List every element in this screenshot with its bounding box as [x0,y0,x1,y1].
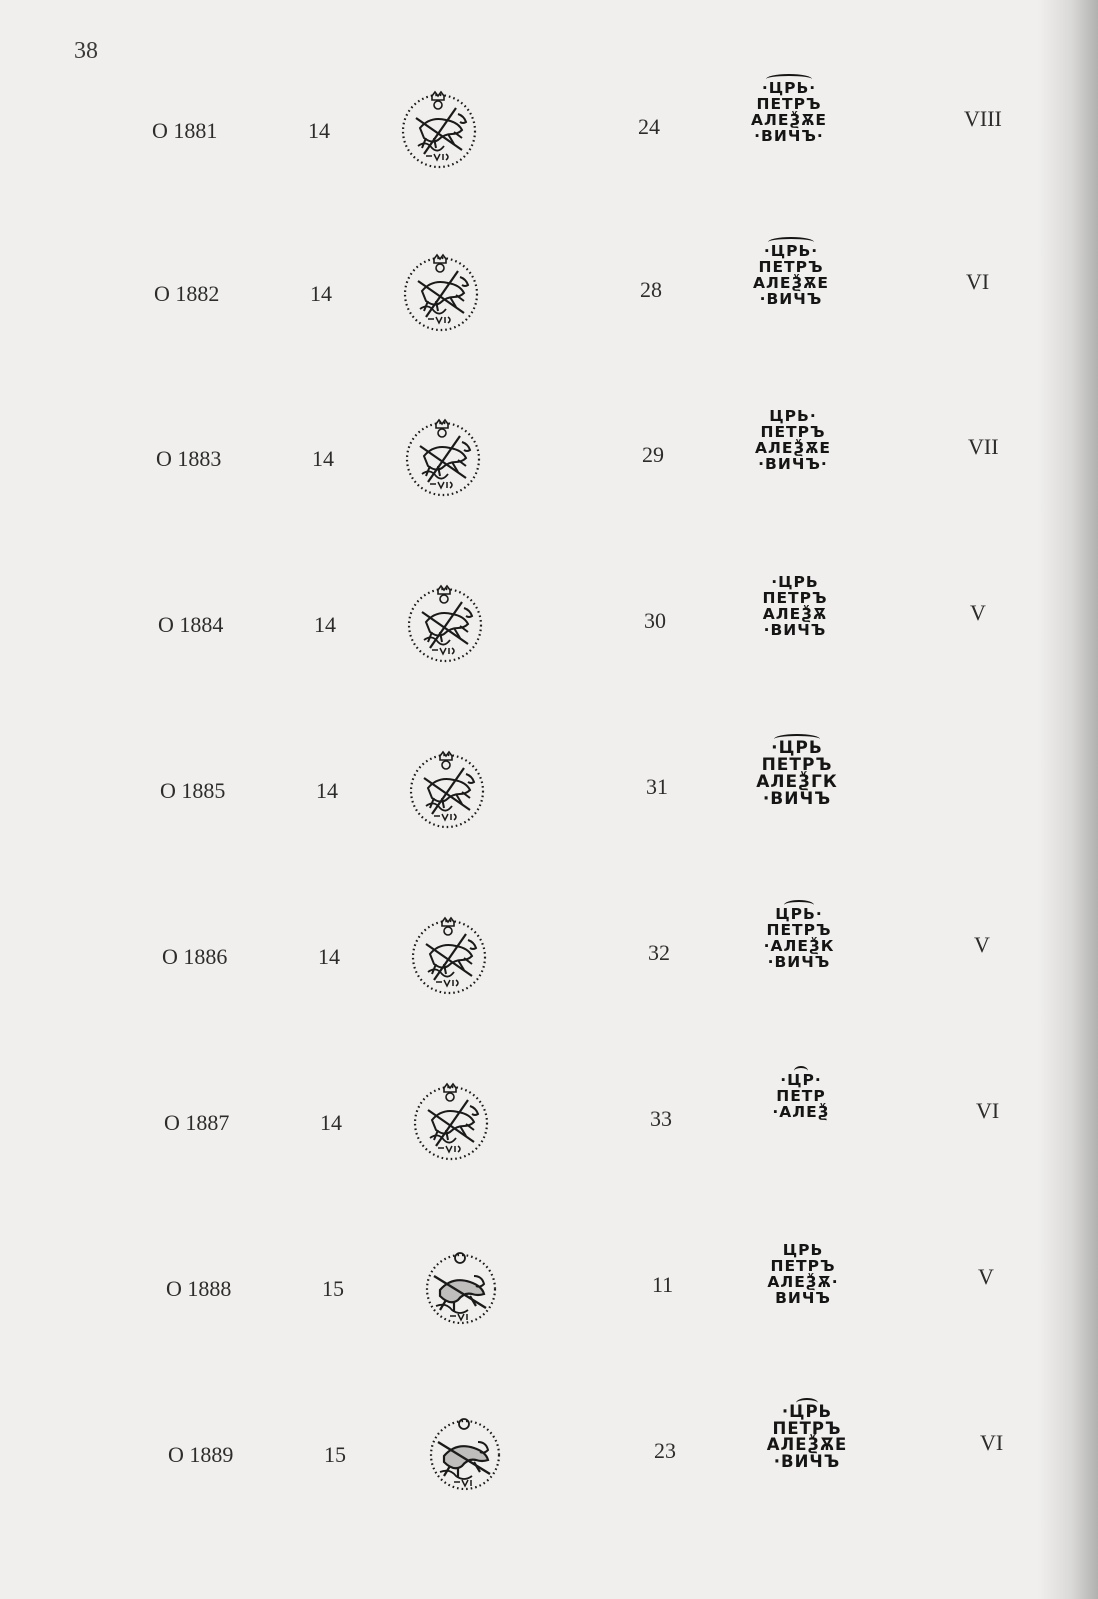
entry-id: O 1882 [154,281,220,306]
entry-weight: 14 [312,446,334,471]
entry-id: O 1889 [168,1442,234,1467]
inscription-line: ·ВИЧЪ [763,621,827,639]
inscription-line: ПЕТРЪ [766,921,832,939]
entry-id: O 1888 [166,1276,232,1301]
inscription-line: ПЕТРЪ [772,1418,842,1438]
entry-number: 33 [650,1106,672,1131]
inscription-line: ПЕТРЪ [760,423,826,441]
entry-weight: 14 [310,281,332,306]
catalogue-entry [0,79,1098,238]
inscription-line: АЛЕѮѪЕ [754,439,831,457]
entry-id: O 1887 [164,1110,230,1135]
entry-number: 28 [640,277,662,302]
inscription-line: ·ЦРЬ· [761,79,817,97]
inscription-line: АЛЕѮѪЕ [752,274,829,292]
entry-grade: VI [980,1430,1004,1455]
entry-grade: V [974,932,990,957]
entry-weight: 14 [314,612,336,637]
catalogue-entry [0,1402,1098,1562]
entry-weight: 15 [322,1276,344,1301]
inscription-line: АЛЕѮГК [756,772,838,792]
inscription-line: ·ВИЧЪ [767,953,831,971]
coin-obverse-image [400,251,482,333]
entry-id: O 1886 [162,944,228,969]
entry-grade: VII [968,434,999,459]
coin-obverse-image [404,582,486,664]
inscription-line: АЛЕѮѪ [762,605,828,623]
catalogue-entry [0,1071,1098,1230]
coin-obverse-image [408,914,490,996]
coin-obverse-image [402,416,484,498]
inscription-line: ПЕТР [776,1087,826,1105]
catalogue-entry [0,1241,1098,1396]
inscription-line: ПЕТРЪ [756,95,822,113]
coin-reverse-inscription [738,402,848,472]
inscription-line: ·ВИЧЪ· [758,455,828,473]
coin-obverse-image [410,1080,492,1162]
entry-id: O 1883 [156,446,222,471]
entry-grade: V [970,600,986,625]
coin-reverse-inscription [748,1232,858,1306]
coin-reverse-inscription [752,1398,862,1470]
inscription-line: ·ВИЧЪ [762,789,832,809]
inscription-line: ПЕТРЪ [758,258,824,276]
entry-id: O 1881 [152,118,218,143]
inscription-line: ·ВИЧЪ· [754,127,824,145]
inscription-line: ·ЦРЬ [771,738,823,758]
inscription-line: ·АЛЕѮК [763,937,835,955]
inscription-line: ·ЦРЬ [771,573,819,591]
entry-number: 30 [644,608,666,633]
entry-weight: 14 [318,944,340,969]
entry-weight: 14 [320,1110,342,1135]
inscription-line: ·ЦРЬ· [763,242,819,260]
inscription-line: ПЕТРЪ [770,1257,836,1275]
inscription-line: АЛЕѮѪЕ [750,111,827,129]
coin-reverse-inscription [736,237,846,307]
page-number: 38 [74,38,98,64]
inscription-line: ·ЦРЬ [781,1402,833,1421]
inscription-line: ·ВИЧЪ [773,1451,841,1471]
inscription-line: ЦРЬ [782,1241,824,1259]
coin-reverse-inscription [740,568,850,638]
entry-number: 29 [642,442,664,467]
catalogue-entry [0,738,1098,898]
entry-number: 31 [646,774,668,799]
inscription-line: ·АЛЕѮ [772,1103,830,1121]
inscription-line: ПЕТРЪ [761,755,833,775]
entry-number: 32 [648,940,670,965]
catalogue-entry [0,905,1098,1064]
catalogue-entry [0,407,1098,566]
entry-grade: VI [966,269,990,294]
entry-grade: VIII [964,106,1002,131]
coin-obverse-image [424,1412,506,1494]
inscription-line: ·ЦР· [780,1071,822,1089]
coin-reverse-inscription [742,734,852,808]
coin-reverse-inscription [746,1066,856,1120]
coin-obverse-image [420,1246,502,1328]
entry-weight: 14 [316,778,338,803]
inscription-line: АЛЕѮѪЕ [766,1435,848,1454]
inscription-line: ·ВИЧЪ [759,290,823,308]
inscription-line: АЛЕѮѪ· [767,1273,839,1291]
coin-obverse-image [398,88,480,170]
entry-id: O 1884 [158,612,224,637]
inscription-line: ЦРЬ· [769,407,817,425]
entry-number: 24 [638,114,660,139]
entry-weight: 14 [308,118,330,143]
inscription-line: ПЕТРЪ [762,589,828,607]
coin-reverse-inscription [734,74,844,144]
inscription-line: ВИЧЪ [775,1289,831,1307]
coin-obverse-image [406,748,488,830]
catalogue-entry [0,242,1098,401]
entry-weight: 15 [324,1442,346,1467]
inscription-line: ЦРЬ· [775,905,823,923]
entry-grade: VI [976,1098,1000,1123]
entry-id: O 1885 [160,778,226,803]
coin-reverse-inscription [744,900,854,970]
entry-number: 11 [652,1272,674,1297]
catalogue-entry [0,573,1098,732]
entry-grade: V [978,1264,994,1289]
entry-number: 23 [654,1438,676,1463]
